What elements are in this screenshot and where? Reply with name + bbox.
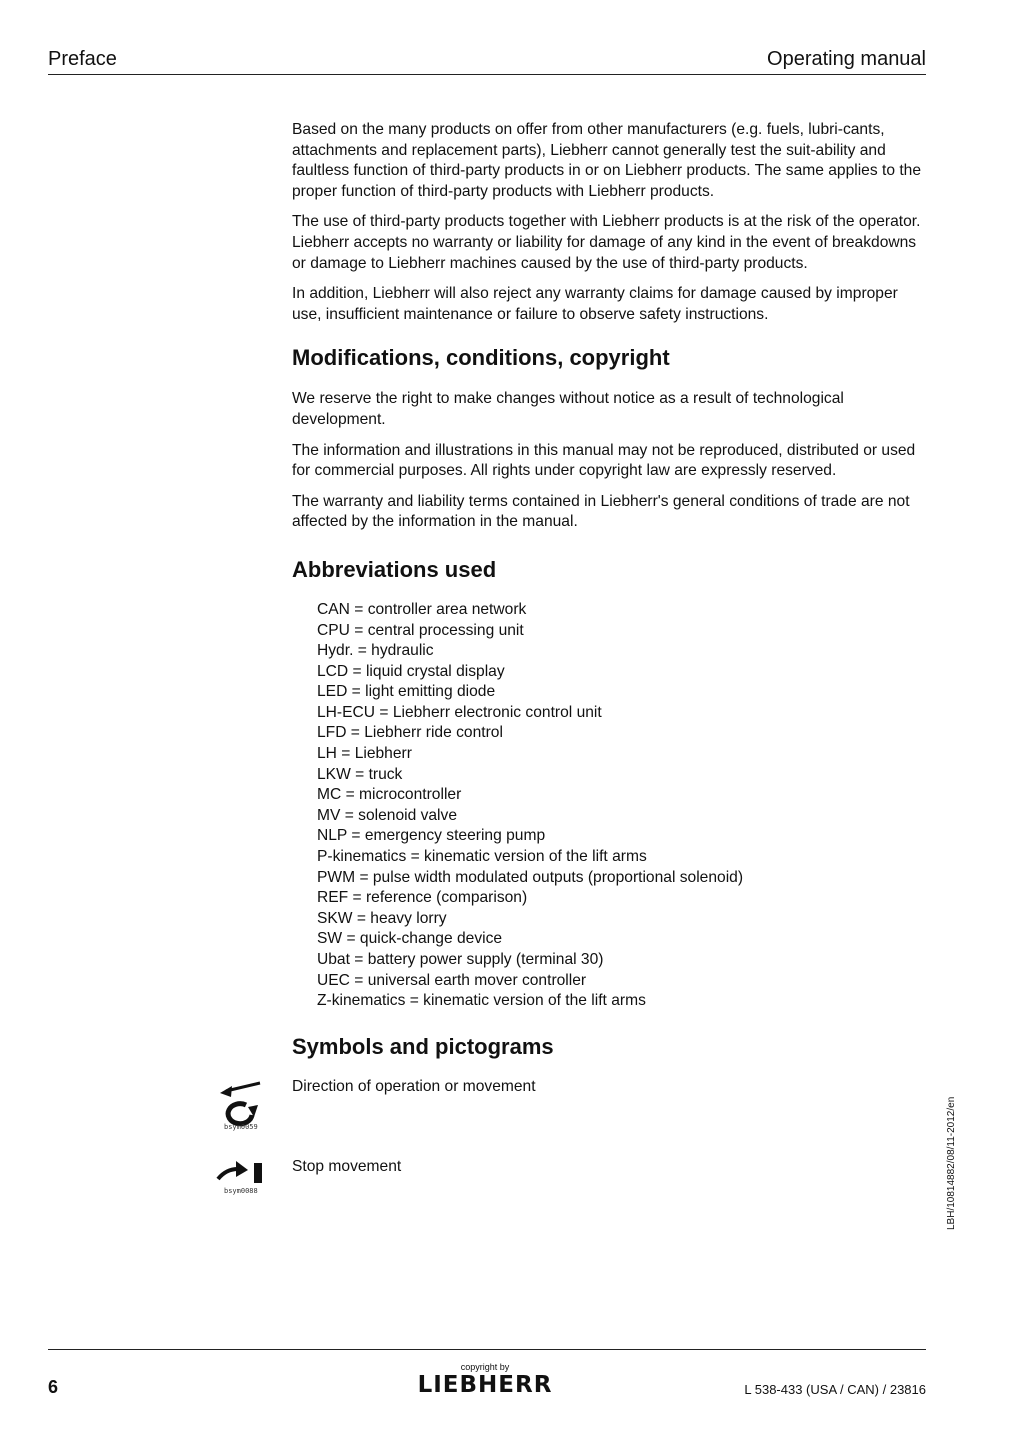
abbreviation-item: LFD = Liebherr ride control bbox=[317, 724, 503, 742]
header-section-title: Preface bbox=[48, 48, 117, 70]
abbreviation-item: MV = solenoid valve bbox=[317, 806, 457, 824]
abbreviation-item: NLP = emergency steering pump bbox=[317, 827, 546, 845]
abbreviation-item: LKW = truck bbox=[317, 765, 403, 783]
stop-movement-icon bbox=[212, 1157, 268, 1213]
abbreviation-item: REF = reference (comparison) bbox=[317, 889, 528, 907]
side-document-code: LBH/10814882/08/11-2012/en bbox=[946, 1096, 957, 1230]
modifications-paragraph-2: The information and illustrations in this manual may not be reproduced, distributed or used for commercial purposes. All rights under copyright law are expressly reserved. bbox=[292, 441, 916, 480]
intro-paragraph-3: In addition, Liebherr will also reject any warranty claims for damage caused by improper use, insufficient maintenance or failure to observe safety instructions. bbox=[292, 285, 898, 323]
symbol-code: bsym0088 bbox=[224, 1186, 258, 1195]
modifications-heading: Modifications, conditions, copyright bbox=[292, 345, 670, 371]
abbreviation-item: Ubat = battery power supply (terminal 30) bbox=[317, 951, 604, 968]
abbreviation-item: LED = light emitting diode bbox=[317, 683, 496, 701]
abbreviation-item: CAN = controller area network bbox=[317, 600, 527, 618]
modifications-paragraph-1: We reserve the right to make changes without notice as a result of technological development. bbox=[292, 390, 844, 428]
abbreviation-item: LH-ECU = Liebherr electronic control unit bbox=[317, 703, 602, 721]
abbreviation-item: SW = quick-change device bbox=[317, 930, 503, 948]
abbreviation-item: UEC = universal earth mover controller bbox=[317, 971, 587, 989]
abbreviation-item: SKW = heavy lorry bbox=[317, 909, 447, 927]
abbreviation-item: LCD = liquid crystal display bbox=[317, 662, 505, 680]
modifications-paragraph-3: The warranty and liability terms contained in Liebherr's general conditions of trade are not affected by the information in the manual. bbox=[292, 492, 910, 531]
abbreviation-item: P-kinematics = kinematic version of the lift arms bbox=[317, 848, 647, 866]
abbreviations-heading: Abbreviations used bbox=[292, 556, 497, 582]
intro-paragraph-2: The use of third-party products together with Liebherr products is at the risk of the operator. Liebherr accepts no warranty or liability for damage of any kind in the event of breakdowns or damage to Liebherr machines caused by the use of third-party products. bbox=[292, 213, 921, 272]
abbreviation-item: CPU = central processing unit bbox=[317, 621, 524, 639]
liebherr-logo: LIEBHERR bbox=[417, 1372, 553, 1398]
abbreviation-item: Hydr. = hydraulic bbox=[317, 642, 434, 660]
intro-paragraph-1: Based on the many products on offer from other manufacturers (e.g. fuels, lubri-cants, attachments and replacement parts), Liebherr cannot generally test the suit-ability and faultless function of third-party products in or on Liebherr products. The same applies to the proper function of third-party products with Liebherr products. bbox=[292, 121, 922, 200]
page-number: 6 bbox=[48, 1377, 59, 1397]
page-header bbox=[48, 48, 926, 75]
symbols-heading: Symbols and pictograms bbox=[292, 1033, 554, 1059]
symbol-code: bsym0059 bbox=[224, 1122, 258, 1131]
symbol-row-direction bbox=[224, 1077, 928, 1157]
abbreviations-list bbox=[317, 600, 928, 1012]
brand-block bbox=[410, 1362, 560, 1398]
abbreviation-item: PWM = pulse width modulated outputs (proportional solenoid) bbox=[317, 868, 744, 886]
symbol-row-stop bbox=[224, 1157, 928, 1237]
footer-divider bbox=[48, 1349, 926, 1350]
header-document-title: Operating manual bbox=[767, 48, 926, 70]
symbol-label: Stop movement bbox=[292, 1157, 402, 1175]
main-content bbox=[224, 120, 928, 1237]
abbreviation-item: LH = Liebherr bbox=[317, 745, 412, 763]
document-code: L 538-433 (USA / CAN) / 23816 bbox=[744, 1382, 926, 1397]
copyright-label: copyright by bbox=[460, 1362, 510, 1372]
abbreviation-item: MC = microcontroller bbox=[317, 786, 462, 804]
symbol-label: Direction of operation or movement bbox=[292, 1077, 536, 1095]
abbreviation-item: Z-kinematics = kinematic version of the lift arms bbox=[317, 992, 646, 1010]
